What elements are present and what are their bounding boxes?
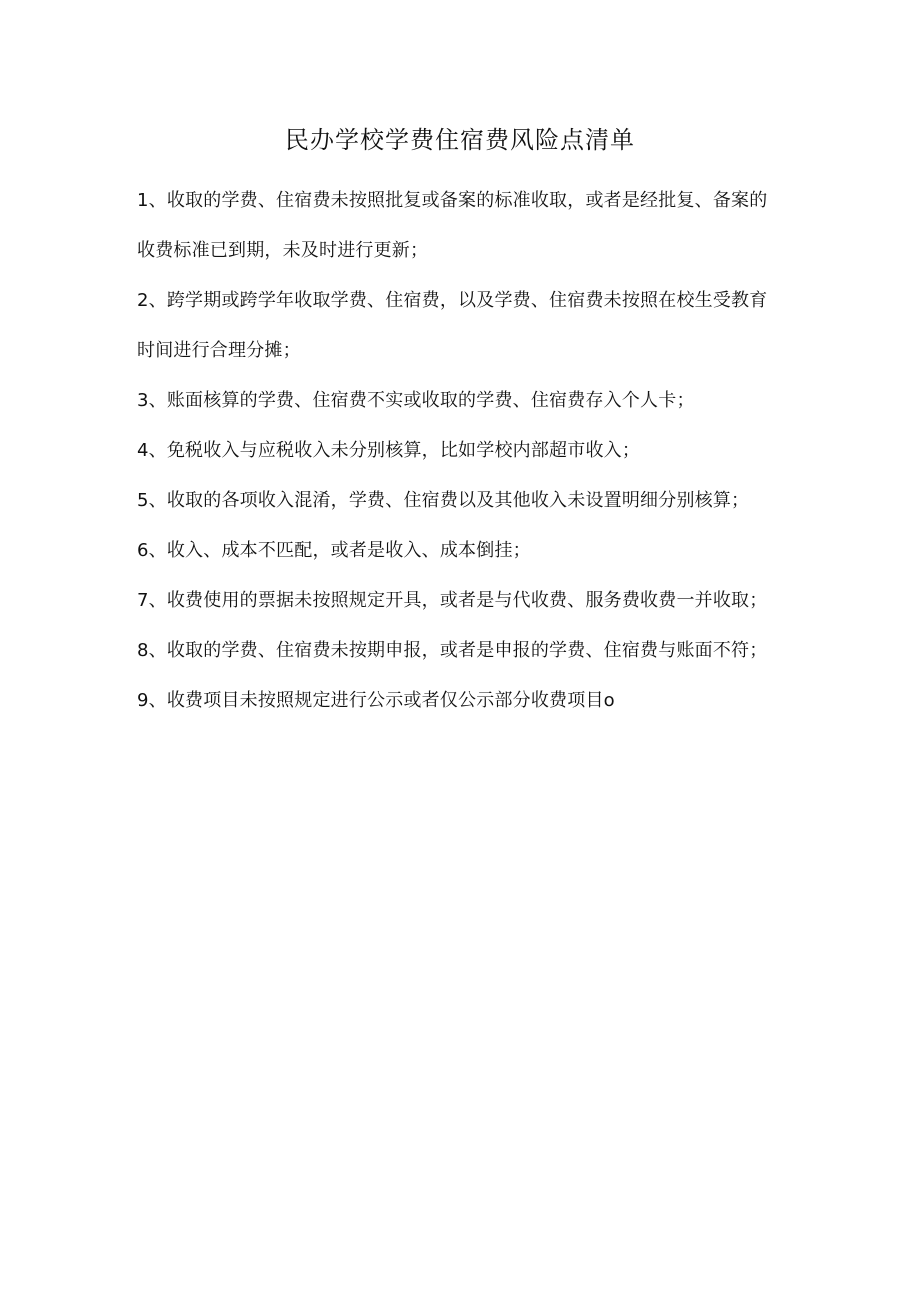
list-item-text: 4、免税收入与应税收入未分别核算，比如学校内部超市收入； — [137, 440, 641, 461]
document-title: 民办学校学费住宿费风险点清单 — [285, 126, 635, 154]
list-item-text: 3、账面核算的学费、住宿费不实或收取的学费、住宿费存入个人卡； — [137, 390, 695, 411]
list-item-8 — [137, 626, 785, 676]
list-item-text: 8、收取的学费、住宿费未按期申报，或者是申报的学费、住宿费与账面不符； — [137, 640, 768, 661]
list-item-4 — [137, 426, 785, 476]
list-item-1 — [137, 176, 785, 276]
list-item-text: 7、收费使用的票据未按照规定开具，或者是与代收费、服务费收费一并收取； — [137, 590, 768, 611]
list-item-text: 6、收入、成本不匹配，或者是收入、成本倒挂； — [137, 540, 531, 561]
list-item-text: 2、跨学期或跨学年收取学费、住宿费，以及学费、住宿费未按照在校生受教育时间进行合理分摊； — [137, 290, 768, 361]
list-item-text: 1、收取的学费、住宿费未按照批复或备案的标准收取，或者是经批复、备案的收费标准已到期，未及时进行更新； — [137, 190, 768, 261]
list-item-6 — [137, 526, 785, 576]
list-item-3 — [137, 376, 785, 426]
risk-point-list — [137, 176, 785, 726]
list-item-9 — [137, 676, 785, 726]
list-item-2 — [137, 276, 785, 376]
list-item-5 — [137, 476, 785, 526]
list-item-text: 9、收费项目未按照规定进行公示或者仅公示部分收费项目o — [137, 690, 615, 711]
list-item-7 — [137, 576, 785, 626]
list-item-text: 5、收取的各项收入混淆，学费、住宿费以及其他收入未设置明细分别核算； — [137, 490, 750, 511]
